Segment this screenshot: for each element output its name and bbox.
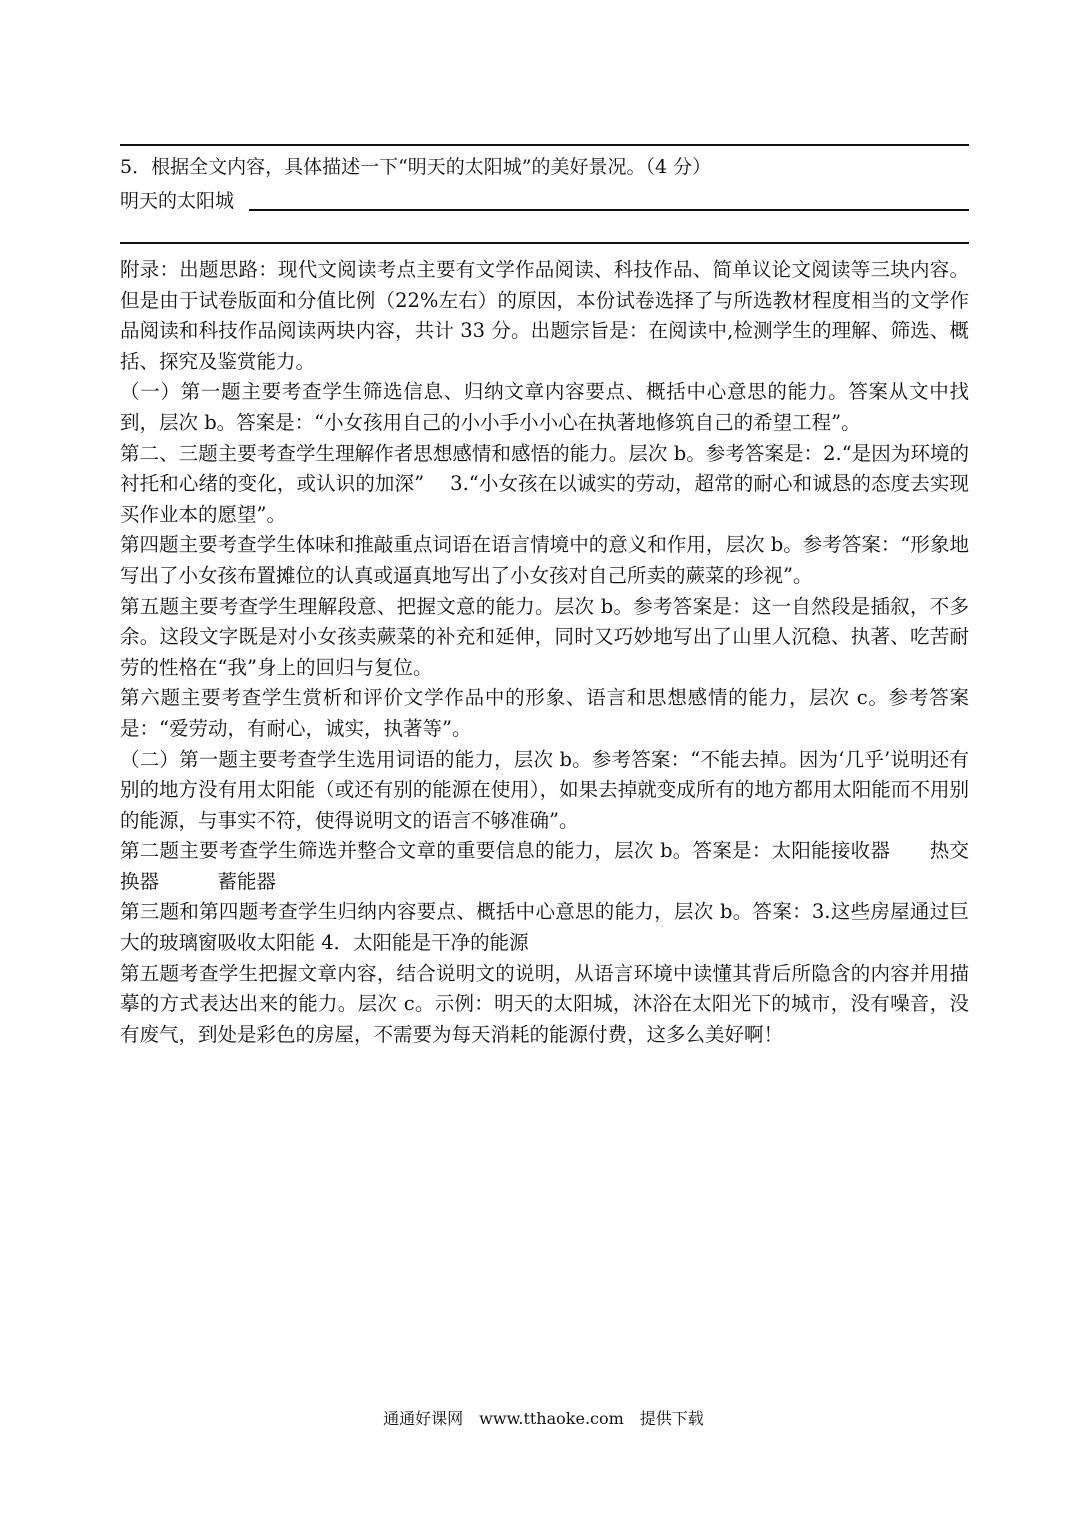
question-5-answer-blank: [249, 209, 969, 211]
appendix-paragraph: 第四题主要考查学生体味和推敲重点词语在语言情境中的意义和作用，层次 b。参考答案：“形象地写出了小女孩布置摊位的认真或逼真地写出了小女孩对自己所卖的蕨菜的珍视”。: [120, 533, 969, 587]
appendix-paragraph: 第五题考查学生把握文章内容，结合说明文的说明，从语言环境中读懂其背后所隐含的内容并用描摹的方式表达出来的能力。层次 c。示例：明天的太阳城，沐浴在太阳光下的城市，没有噪音，没有废气，到处是彩色的房屋，不需要为每天消耗的能源付费，这多么美好啊！: [120, 961, 969, 1046]
question-5-prompt: 5．根据全文内容，具体描述一下“明天的太阳城”的美好景况。（4 分）: [120, 156, 712, 178]
question-5-answer-label: 明天的太阳城: [120, 190, 235, 212]
appendix-paragraph: 附录：出题思路：现代文阅读考点主要有文学作品阅读、科技作品、简单议论文阅读等三块内容。但是由于试卷版面和分值比例（22%左右）的原因，本份试卷选择了与所选教材程度相当的文学作品阅读和科技作品阅读两块内容，共计 33 分。出题宗旨是：在阅读中,检测学生的理解、筛选、概括、探究及鉴赏能力。: [120, 258, 969, 373]
appendix-paragraph: 第六题主要考查学生赏析和评价文学作品中的形象、语言和思想感情的能力，层次 c。参考答案是：“爱劳动，有耐心，诚实，执著等”。: [120, 686, 969, 740]
appendix-paragraph: 第二、三题主要考查学生理解作者思想感情和感悟的能力。层次 b。参考答案是：2.“是因为环境的衬托和心绪的变化，或认识的加深” 3.“小女孩在以诚实的劳动，超常的耐心和诚恳的态度去实现买作业本的愿望”。: [120, 441, 969, 526]
appendix-paragraph: 第二题主要考查学生筛选并整合文章的重要信息的能力，层次 b。答案是：太阳能接收器 热交换器 蓄能器: [120, 839, 969, 893]
page-footer: 通通好课网 www.tthaoke.com 提供下载: [383, 1409, 704, 1428]
answer-rule-bottom: [120, 242, 969, 244]
appendix-paragraph: 第五题主要考查学生理解段意、把握文意的能力。层次 b。参考答案是：这一自然段是插叙，不多余。这段文字既是对小女孩卖蕨菜的补充和延伸，同时又巧妙地写出了山里人沉稳、执著、吃苦耐劳的性格在“我”身上的回归与复位。: [120, 594, 969, 679]
appendix-paragraph: （一）第一题主要考查学生筛选信息、归纳文章内容要点、概括中心意思的能力。答案从文中找到，层次 b。答案是：“小女孩用自己的小小手小小心在执著地修筑自己的希望工程”。: [120, 380, 969, 434]
appendix-paragraph: （二）第一题主要考查学生选用词语的能力，层次 b。参考答案：“不能去掉。因为‘几乎’说明还有别的地方没有用太阳能（或还有别的能源在使用），如果去掉就变成所有的地方都用太阳能而不用别的能源，与事实不符，使得说明文的语言不够准确”。: [120, 747, 969, 832]
appendix-paragraph: 第三题和第四题考查学生归纳内容要点、概括中心意思的能力，层次 b。答案：3.这些房屋通过巨大的玻璃窗吸收太阳能 4．太阳能是干净的能源: [120, 900, 969, 955]
answer-rule-top: [120, 144, 969, 146]
appendix-section: [120, 255, 969, 1050]
